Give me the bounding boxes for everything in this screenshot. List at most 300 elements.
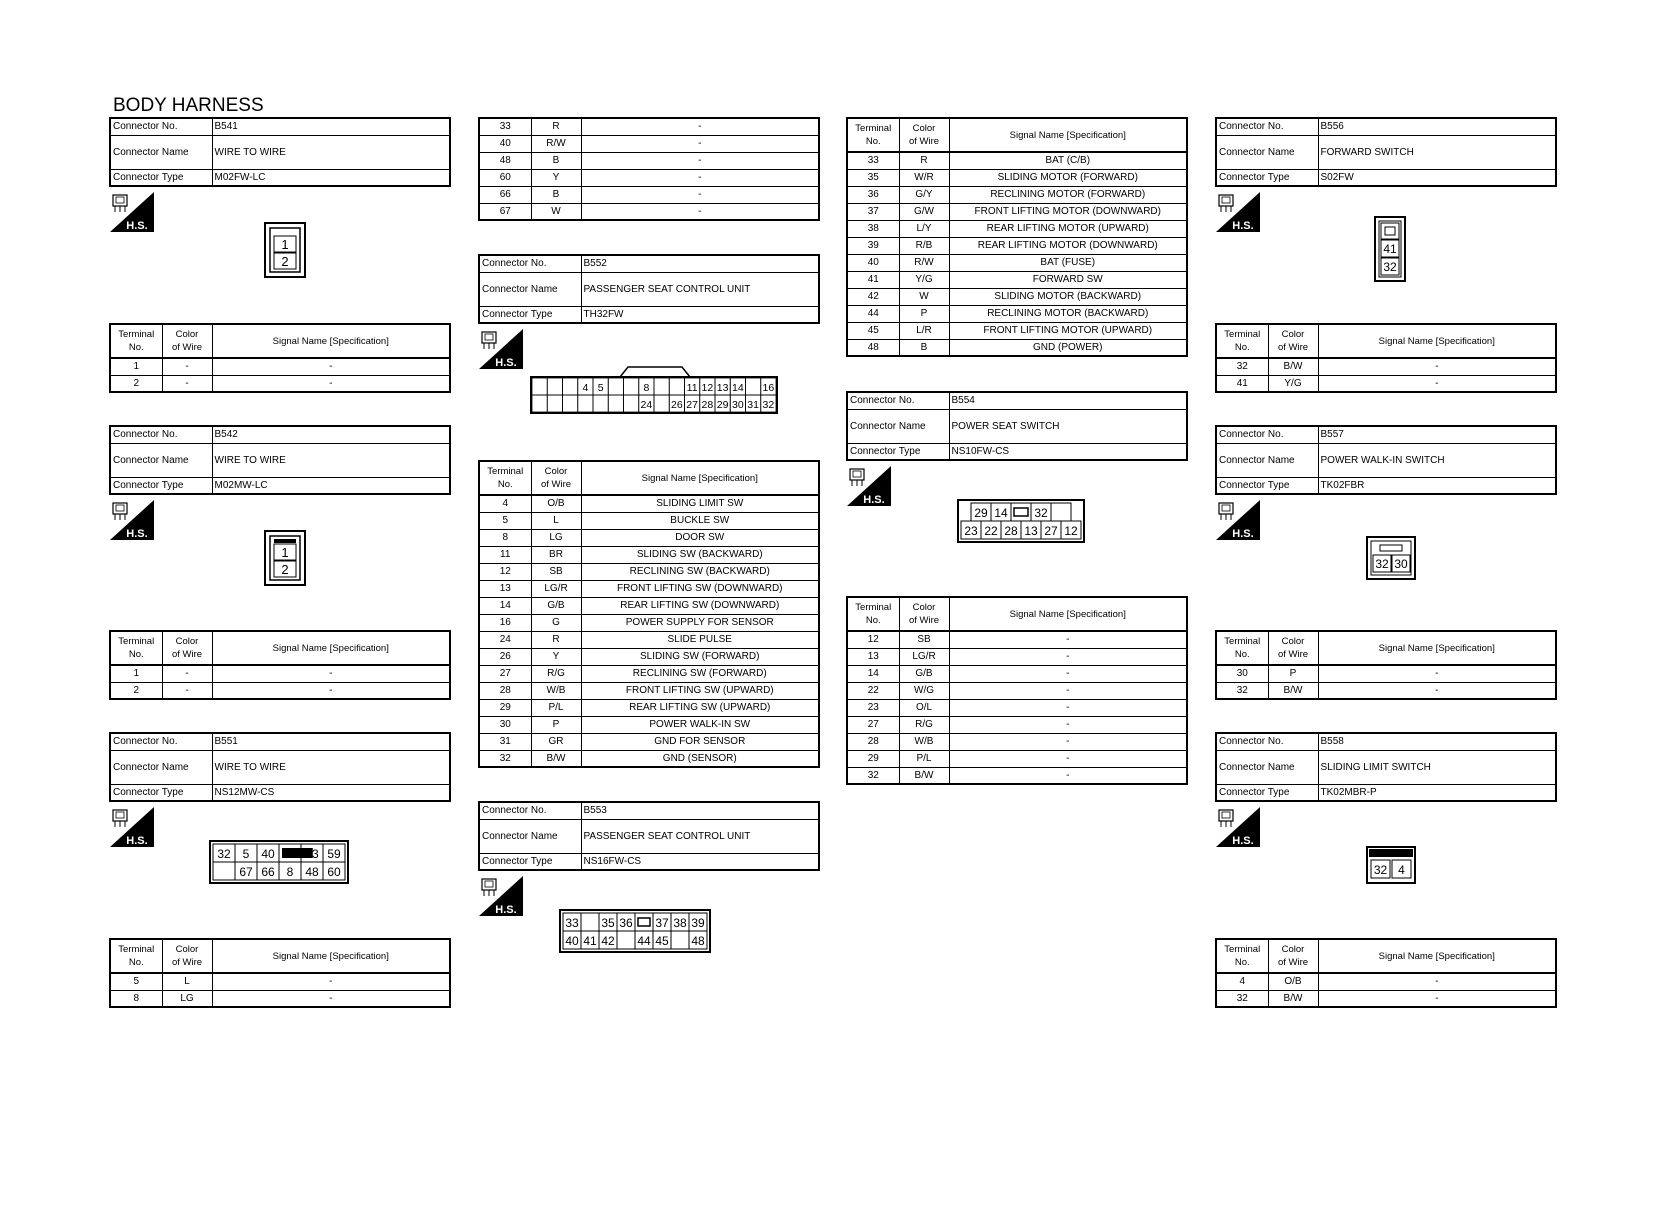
header-color: Color of Wire (899, 597, 949, 631)
terminal-label: 31 (747, 399, 759, 411)
table-row (479, 203, 819, 220)
signal-name: GND (POWER) (949, 339, 1187, 356)
header-terminal: Terminal No. (1216, 939, 1268, 973)
table-row (1216, 682, 1556, 699)
terminal-no: 40 (847, 254, 899, 271)
connector-info-b558 (1215, 732, 1557, 802)
signal-name: RECLINING SW (BACKWARD) (581, 563, 819, 580)
wire-color: P (531, 716, 581, 733)
header-terminal: Terminal No. (847, 118, 899, 152)
connector-info-b541 (109, 117, 451, 187)
label-connector-type: Connector Type (847, 443, 949, 460)
signal-name: POWER SUPPLY FOR SENSOR (581, 614, 819, 631)
signal-name: FRONT LIFTING MOTOR (DOWNWARD) (949, 203, 1187, 220)
terminal-no: 8 (479, 529, 531, 546)
wire-color: L (531, 512, 581, 529)
terminal-label: 22 (984, 524, 998, 538)
header-color: Color of Wire (162, 939, 212, 973)
terminal-no: 5 (479, 512, 531, 529)
signal-name: FORWARD SW (949, 271, 1187, 288)
signal-name: FRONT LIFTING SW (DOWNWARD) (581, 580, 819, 597)
terminal-label: 32 (217, 847, 231, 861)
terminal-label: 37 (655, 916, 669, 930)
terminal-no: 41 (847, 271, 899, 288)
table-row (479, 546, 819, 563)
terminal-table-b558 (1215, 938, 1557, 1008)
connector-no-value: B558 (1318, 733, 1556, 750)
table-row (847, 322, 1187, 339)
terminal-no: 38 (847, 220, 899, 237)
signal-name: - (212, 973, 450, 990)
wire-color: R/W (531, 135, 581, 152)
terminal-label: 42 (601, 934, 615, 948)
terminal-label: 32 (1375, 557, 1389, 571)
connector-face-b554 (957, 499, 1085, 548)
terminal-table-b552 (478, 460, 820, 768)
header-color: Color of Wire (162, 631, 212, 665)
table-row (479, 529, 819, 546)
table-row (847, 220, 1187, 237)
header-signal: Signal Name [Specification] (212, 631, 450, 665)
connector-name-value: PASSENGER SEAT CONTROL UNIT (581, 819, 819, 853)
wire-color: LG (531, 529, 581, 546)
signal-name: - (1318, 973, 1556, 990)
label-connector-no: Connector No. (1216, 426, 1318, 443)
hs-label: H.S. (863, 494, 885, 506)
connector-no-value: B552 (581, 255, 819, 272)
table-row (847, 203, 1187, 220)
terminal-no: 32 (1216, 358, 1268, 375)
terminal-no: 27 (479, 665, 531, 682)
table-row (847, 169, 1187, 186)
wire-color: W (899, 288, 949, 305)
table-row (847, 305, 1187, 322)
table-row (110, 682, 450, 699)
signal-name: FRONT LIFTING MOTOR (UPWARD) (949, 322, 1187, 339)
wire-color: P/L (899, 750, 949, 767)
table-row (479, 716, 819, 733)
connector-info-b552 (478, 254, 820, 324)
header-signal: Signal Name [Specification] (212, 939, 450, 973)
label-connector-name: Connector Name (479, 819, 581, 853)
terminal-label: 4 (1398, 863, 1405, 877)
terminal-label: 39 (691, 916, 705, 930)
terminal-label: 1 (281, 545, 289, 560)
terminal-label: 41 (583, 934, 597, 948)
table-row (847, 237, 1187, 254)
wire-color: LG/R (531, 580, 581, 597)
wire-color: G/B (531, 597, 581, 614)
label-connector-no: Connector No. (110, 426, 212, 443)
terminal-table-b553 (846, 117, 1188, 357)
wire-color: L/Y (899, 220, 949, 237)
terminal-no: 28 (479, 682, 531, 699)
table-row (479, 186, 819, 203)
hs-glyph (1216, 500, 1260, 540)
connector-face-b557 (1366, 536, 1416, 580)
terminal-no: 16 (479, 614, 531, 631)
connector-no-value: B541 (212, 118, 450, 135)
signal-name: FRONT LIFTING SW (UPWARD) (581, 682, 819, 699)
header-signal: Signal Name [Specification] (581, 461, 819, 495)
signal-name: SLIDING SW (FORWARD) (581, 648, 819, 665)
connector-name-value: SLIDING LIMIT SWITCH (1318, 750, 1556, 784)
table-row (1216, 973, 1556, 990)
table-row (847, 254, 1187, 271)
header-signal: Signal Name [Specification] (949, 597, 1187, 631)
harness-side-icon (110, 192, 154, 232)
terminal-no: 28 (847, 733, 899, 750)
terminal-label: 11 (686, 382, 698, 394)
signal-name: - (581, 118, 819, 135)
header-color: Color of Wire (531, 461, 581, 495)
connector-name-value: WIRE TO WIRE (212, 135, 450, 169)
header-signal: Signal Name [Specification] (1318, 631, 1556, 665)
terminal-label: 41 (1383, 242, 1397, 256)
connector-face-b558 (1366, 846, 1416, 884)
signal-name: SLIDE PULSE (581, 631, 819, 648)
terminal-table-b542 (109, 630, 451, 700)
connector-face-b542 (264, 530, 306, 586)
table-row (479, 648, 819, 665)
harness-side-icon (847, 466, 891, 506)
terminal-no: 27 (847, 716, 899, 733)
signal-name: BAT (C/B) (949, 152, 1187, 169)
connector-face-b552-svg (530, 365, 780, 415)
terminal-no: 14 (479, 597, 531, 614)
table-row (479, 152, 819, 169)
signal-name: SLIDING LIMIT SW (581, 495, 819, 512)
label-connector-no: Connector No. (479, 802, 581, 819)
signal-name: - (581, 135, 819, 152)
label-connector-type: Connector Type (1216, 477, 1318, 494)
terminal-label: 27 (686, 399, 698, 411)
terminal-no: 13 (479, 580, 531, 597)
terminal-no: 66 (479, 186, 531, 203)
signal-name: - (212, 682, 450, 699)
header-color: Color of Wire (899, 118, 949, 152)
wire-color: BR (531, 546, 581, 563)
signal-name: - (949, 631, 1187, 648)
wire-color: R/W (899, 254, 949, 271)
hs-glyph (479, 329, 523, 369)
terminal-label: 29 (716, 399, 729, 411)
terminal-label: 16 (762, 382, 775, 394)
connector-name-value: WIRE TO WIRE (212, 443, 450, 477)
label-connector-type: Connector Type (479, 306, 581, 323)
signal-name: RECLINING MOTOR (BACKWARD) (949, 305, 1187, 322)
label-connector-no: Connector No. (1216, 733, 1318, 750)
table-row (479, 631, 819, 648)
terminal-no: 1 (110, 665, 162, 682)
terminal-label: 14 (732, 382, 744, 394)
terminal-no: 30 (1216, 665, 1268, 682)
connector-info-b553 (478, 801, 820, 871)
harness-side-icon (479, 329, 523, 369)
terminal-no: 60 (479, 169, 531, 186)
terminal-label: 30 (1394, 557, 1408, 571)
table-row (479, 699, 819, 716)
terminal-label: 59 (327, 847, 341, 861)
signal-name: RECLINING SW (FORWARD) (581, 665, 819, 682)
signal-name: - (949, 733, 1187, 750)
table-row (479, 597, 819, 614)
header-color: Color of Wire (1268, 939, 1318, 973)
wire-color: G/B (899, 665, 949, 682)
terminal-no: 36 (847, 186, 899, 203)
wire-color: L/R (899, 322, 949, 339)
terminal-no: 41 (1216, 375, 1268, 392)
page-title: BODY HARNESS (113, 95, 264, 116)
terminal-table-b551-b (478, 117, 820, 221)
terminal-no: 12 (847, 631, 899, 648)
table-row (847, 339, 1187, 356)
header-terminal: Terminal No. (847, 597, 899, 631)
signal-name: REAR LIFTING MOTOR (DOWNWARD) (949, 237, 1187, 254)
label-connector-name: Connector Name (110, 750, 212, 784)
table-row (110, 665, 450, 682)
hs-glyph (1216, 807, 1260, 847)
table-row (479, 750, 819, 767)
signal-name: - (949, 648, 1187, 665)
label-connector-type: Connector Type (110, 169, 212, 186)
connector-name-value: FORWARD SWITCH (1318, 135, 1556, 169)
signal-name: - (581, 203, 819, 220)
signal-name: - (949, 750, 1187, 767)
connector-type-value: S02FW (1318, 169, 1556, 186)
signal-name: - (1318, 375, 1556, 392)
label-connector-no: Connector No. (847, 392, 949, 409)
label-connector-type: Connector Type (1216, 784, 1318, 801)
hs-label: H.S. (1232, 835, 1254, 847)
table-row (847, 152, 1187, 169)
header-signal: Signal Name [Specification] (212, 324, 450, 358)
wire-color: Y (531, 169, 581, 186)
terminal-no: 30 (479, 716, 531, 733)
terminal-no: 67 (479, 203, 531, 220)
signal-name: REAR LIFTING MOTOR (UPWARD) (949, 220, 1187, 237)
wire-color: LG/R (899, 648, 949, 665)
terminal-no: 8 (110, 990, 162, 1007)
terminal-label: 8 (643, 382, 650, 394)
table-row (847, 682, 1187, 699)
connector-no-value: B556 (1318, 118, 1556, 135)
header-color: Color of Wire (162, 324, 212, 358)
hs-glyph (110, 192, 154, 232)
terminal-no: 48 (479, 152, 531, 169)
wire-color: Y/G (899, 271, 949, 288)
wire-color: O/B (1268, 973, 1318, 990)
wire-color: R/B (899, 237, 949, 254)
signal-name: - (212, 665, 450, 682)
terminal-label: 66 (261, 865, 275, 879)
header-color: Color of Wire (1268, 631, 1318, 665)
terminal-no: 40 (479, 135, 531, 152)
signal-name: - (949, 767, 1187, 784)
signal-name: BUCKLE SW (581, 512, 819, 529)
terminal-label: 26 (671, 399, 683, 411)
wire-color: B (899, 339, 949, 356)
terminal-no: 31 (479, 733, 531, 750)
terminal-no: 32 (1216, 990, 1268, 1007)
terminal-no: 2 (110, 682, 162, 699)
wire-color: B/W (1268, 358, 1318, 375)
terminal-no: 1 (110, 358, 162, 375)
terminal-no: 33 (479, 118, 531, 135)
terminal-label: 48 (691, 934, 705, 948)
table-row (1216, 665, 1556, 682)
label-connector-name: Connector Name (1216, 135, 1318, 169)
terminal-no: 45 (847, 322, 899, 339)
table-row (847, 631, 1187, 648)
terminal-no: 11 (479, 546, 531, 563)
terminal-no: 13 (847, 648, 899, 665)
table-row (847, 716, 1187, 733)
hs-glyph (479, 876, 523, 916)
signal-name: - (1318, 358, 1556, 375)
wire-color: Y (531, 648, 581, 665)
wire-color: B/W (531, 750, 581, 767)
label-connector-no: Connector No. (479, 255, 581, 272)
signal-name: BAT (FUSE) (949, 254, 1187, 271)
signal-name: - (581, 152, 819, 169)
wire-color: - (162, 682, 212, 699)
connector-name-value: POWER WALK-IN SWITCH (1318, 443, 1556, 477)
terminal-label: 27 (1044, 524, 1058, 538)
table-row (847, 699, 1187, 716)
terminal-no: 33 (847, 152, 899, 169)
label-connector-name: Connector Name (1216, 750, 1318, 784)
header-signal: Signal Name [Specification] (949, 118, 1187, 152)
terminal-no: 35 (847, 169, 899, 186)
hs-glyph (1216, 192, 1260, 232)
label-connector-name: Connector Name (847, 409, 949, 443)
terminal-label: 36 (619, 916, 633, 930)
label-connector-type: Connector Type (1216, 169, 1318, 186)
terminal-label: 2 (281, 562, 289, 577)
table-row (110, 358, 450, 375)
header-signal: Signal Name [Specification] (1318, 324, 1556, 358)
terminal-label: 23 (964, 524, 978, 538)
terminal-label: 40 (565, 934, 579, 948)
table-row (479, 733, 819, 750)
connector-info-b542 (109, 425, 451, 495)
terminal-no: 48 (847, 339, 899, 356)
signal-name: - (581, 169, 819, 186)
harness-side-icon (1216, 500, 1260, 540)
wire-color: B/W (1268, 682, 1318, 699)
signal-name: SLIDING SW (BACKWARD) (581, 546, 819, 563)
terminal-no: 42 (847, 288, 899, 305)
harness-side-icon (479, 876, 523, 916)
table-row (479, 614, 819, 631)
signal-name: RECLINING MOTOR (FORWARD) (949, 186, 1187, 203)
wire-color: G/Y (899, 186, 949, 203)
hs-label: H.S. (126, 835, 148, 847)
header-terminal: Terminal No. (110, 324, 162, 358)
terminal-label: 44 (637, 934, 651, 948)
connector-face-b556 (1374, 216, 1406, 282)
header-terminal: Terminal No. (1216, 631, 1268, 665)
terminal-label: 1 (281, 237, 289, 252)
table-row (847, 271, 1187, 288)
label-connector-type: Connector Type (110, 477, 212, 494)
harness-side-icon (1216, 192, 1260, 232)
label-connector-name: Connector Name (479, 272, 581, 306)
terminal-label: 30 (732, 399, 744, 411)
terminal-table-b554 (846, 596, 1188, 785)
terminal-label: 40 (261, 847, 275, 861)
signal-name: GND FOR SENSOR (581, 733, 819, 750)
signal-name: - (1318, 682, 1556, 699)
wire-color: B/W (1268, 990, 1318, 1007)
connector-name-value: PASSENGER SEAT CONTROL UNIT (581, 272, 819, 306)
header-terminal: Terminal No. (110, 631, 162, 665)
wire-color: P (1268, 665, 1318, 682)
terminal-no: 5 (110, 973, 162, 990)
terminal-label: 8 (286, 865, 294, 879)
terminal-no: 32 (479, 750, 531, 767)
terminal-label: 5 (597, 382, 604, 394)
signal-name: REAR LIFTING SW (DOWNWARD) (581, 597, 819, 614)
header-signal: Signal Name [Specification] (1318, 939, 1556, 973)
header-terminal: Terminal No. (110, 939, 162, 973)
header-terminal: Terminal No. (1216, 324, 1268, 358)
terminal-no: 4 (479, 495, 531, 512)
terminal-no: 29 (479, 699, 531, 716)
signal-name: DOOR SW (581, 529, 819, 546)
terminal-no: 37 (847, 203, 899, 220)
terminal-label: 32 (762, 399, 775, 411)
label-connector-name: Connector Name (110, 135, 212, 169)
terminal-table-b541 (109, 323, 451, 393)
label-connector-name: Connector Name (110, 443, 212, 477)
connector-type-value: TK02MBR-P (1318, 784, 1556, 801)
connector-info-b551 (109, 732, 451, 802)
wire-color: B (531, 152, 581, 169)
table-row (110, 990, 450, 1007)
terminal-no: 24 (479, 631, 531, 648)
wire-color: W (531, 203, 581, 220)
table-row (1216, 990, 1556, 1007)
table-row (847, 186, 1187, 203)
signal-name: - (949, 699, 1187, 716)
terminal-label: 28 (701, 399, 714, 411)
table-row (847, 288, 1187, 305)
label-connector-name: Connector Name (1216, 443, 1318, 477)
header-color: Color of Wire (1268, 324, 1318, 358)
table-row (479, 169, 819, 186)
connector-type-value: M02MW-LC (212, 477, 450, 494)
wire-color: O/B (531, 495, 581, 512)
terminal-no: 26 (479, 648, 531, 665)
table-row (479, 135, 819, 152)
terminal-label: 4 (582, 382, 589, 394)
table-row (847, 665, 1187, 682)
terminal-no: 12 (479, 563, 531, 580)
terminal-no: 32 (1216, 682, 1268, 699)
hs-glyph (110, 807, 154, 847)
wire-color: R/G (899, 716, 949, 733)
wire-color: SB (899, 631, 949, 648)
harness-side-icon (1216, 807, 1260, 847)
wire-color: LG (162, 990, 212, 1007)
terminal-label: 13 (1024, 524, 1038, 538)
wire-color: SB (531, 563, 581, 580)
table-row (847, 648, 1187, 665)
wire-color: - (162, 375, 212, 392)
terminal-no: 29 (847, 750, 899, 767)
